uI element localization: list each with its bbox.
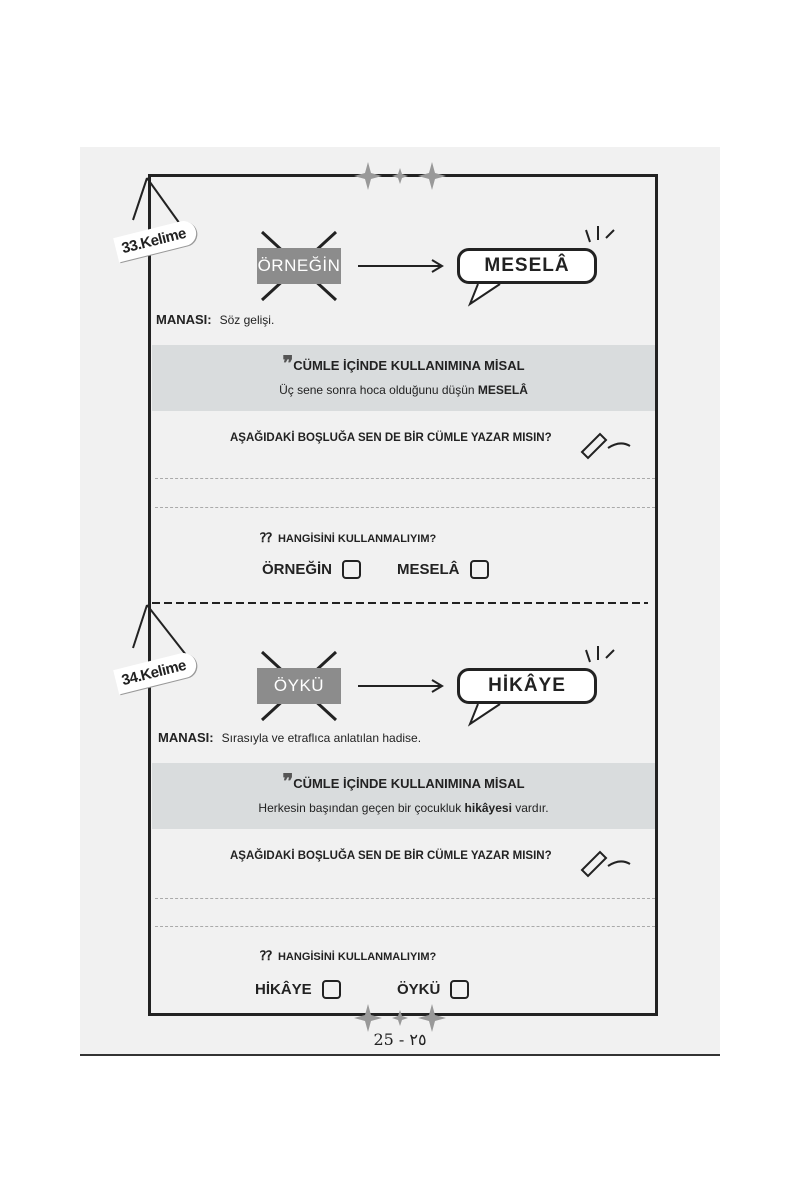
example-box (152, 345, 655, 411)
example-heading: ❞CÜMLE İÇİNDE KULLANIMINA MİSAL (282, 351, 525, 375)
entry-tag: 34.Kelime (113, 651, 198, 695)
question-icon: ⁇ (260, 530, 272, 545)
manasi-row (156, 312, 274, 327)
option-a[interactable]: ÖRNEĞİN (262, 560, 361, 579)
option-b[interactable]: MESELÂ (397, 560, 489, 579)
example-sentence: Herkesin başından geçen bir çocukluk hikâyesi vardır. (258, 801, 549, 815)
write-prompt: AŞAĞIDAKİ BOŞLUĞA SEN DE BİR CÜMLE YAZAR MISIN? (230, 850, 552, 862)
manasi-label: MANASI: (156, 312, 212, 327)
entry-tag: 33.Kelime (113, 219, 198, 263)
old-word: ÖRNEĞİN (257, 248, 341, 284)
checkbox[interactable] (470, 560, 489, 579)
manasi-label: MANASI: (158, 730, 214, 745)
checkbox[interactable] (322, 980, 341, 999)
new-word-bubble: MESELÂ (457, 248, 597, 284)
checkbox[interactable] (450, 980, 469, 999)
writing-line[interactable] (155, 898, 655, 899)
page-number: 25 - ٢٥ (373, 1030, 427, 1049)
example-heading: ❞CÜMLE İÇİNDE KULLANIMINA MİSAL (282, 769, 525, 793)
checkbox[interactable] (342, 560, 361, 579)
option-b[interactable]: ÖYKÜ (397, 980, 469, 999)
quote-icon: ❞ (282, 769, 294, 793)
writing-line[interactable] (155, 507, 655, 508)
question-icon: ⁇ (260, 948, 272, 963)
writing-line[interactable] (155, 478, 655, 479)
which-prompt: ⁇ HANGİSİNİ KULLANMALIYIM? (260, 948, 437, 963)
manasi-row (158, 730, 421, 745)
quote-icon: ❞ (282, 351, 294, 375)
example-box (152, 763, 655, 829)
writing-line[interactable] (155, 926, 655, 927)
example-sentence: Üç sene sonra hoca olduğunu düşün MESELÂ (279, 383, 528, 397)
manasi-text: Sırasıyla ve etraflıca anlatılan hadise. (221, 731, 422, 745)
option-a[interactable]: HİKÂYE (255, 980, 341, 999)
new-word-bubble: HİKÂYE (457, 668, 597, 704)
write-prompt: AŞAĞIDAKİ BOŞLUĞA SEN DE BİR CÜMLE YAZAR MISIN? (230, 432, 552, 444)
old-word: ÖYKÜ (257, 668, 341, 704)
which-prompt: ⁇ HANGİSİNİ KULLANMALIYIM? (260, 530, 437, 545)
manasi-text: Söz gelişi. (219, 313, 275, 327)
